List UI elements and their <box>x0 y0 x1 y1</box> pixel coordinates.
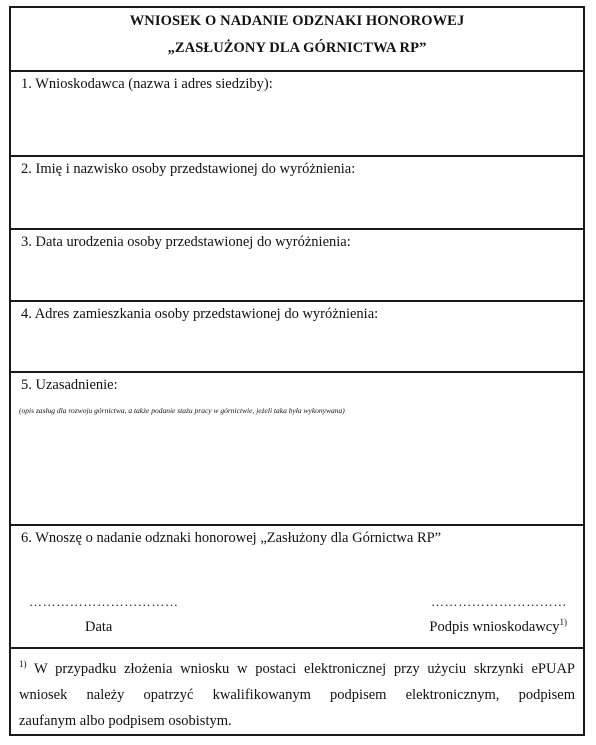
footnote-section <box>11 649 583 734</box>
address-field[interactable] <box>11 302 583 373</box>
form-title-section <box>11 8 583 72</box>
applicant-signature-line[interactable]: ………………………… <box>431 594 567 609</box>
form-title-line-2: „ZASŁUŻONY DLA GÓRNICTWA RP” <box>167 40 427 56</box>
candidate-name-field[interactable] <box>11 157 583 230</box>
request-section <box>11 526 583 649</box>
applicant-label: 1. Wnioskodawca (nazwa i adres siedziby): <box>21 76 273 92</box>
footnote-line-2: wniosek należy opatrzyć kwalifikowanym podpisem elektronicznym, podpisem <box>19 687 575 703</box>
footnote-line-3: zaufanym albo podpisem osobistym. <box>19 713 232 729</box>
signature-label-text: Podpis wnioskodawcy <box>429 619 560 635</box>
footnote-text <box>19 656 575 734</box>
candidate-name-label: 2. Imię i nazwisko osoby przedstawionej do wyróżnienia: <box>21 161 356 177</box>
justification-label: 5. Uzasadnienie: <box>21 377 118 393</box>
form-title-line-1: WNIOSEK O NADANIE ODZNAKI HONOROWEJ <box>129 13 465 29</box>
request-label: 6. Wnoszę o nadanie odznaki honorowej „Zasłużony dla Górnictwa RP” <box>21 530 442 546</box>
birth-date-field[interactable] <box>11 230 583 302</box>
address-label: 4. Adres zamieszkania osoby przedstawionej do wyróżnienia: <box>21 306 379 322</box>
footnote-line-1-text: W przypadku złożenia wniosku w postaci elektronicznej przy użyciu skrzynki ePUAP <box>26 661 575 677</box>
signature-label <box>429 619 567 636</box>
date-label: Data <box>85 619 113 635</box>
applicant-field[interactable] <box>11 72 583 157</box>
birth-date-label: 3. Data urodzenia osoby przedstawionej do wyróżnienia: <box>21 234 351 250</box>
footnote-marker: 1) <box>19 659 27 670</box>
footnote-line-1 <box>19 656 575 682</box>
application-form <box>9 6 585 736</box>
signature-footnote-marker: 1) <box>559 617 567 628</box>
justification-field[interactable] <box>11 373 583 526</box>
justification-hint: (opis zasług dla rozwoju górnictwa, a także podanie stażu pracy w górnictwie, jeżeli taka była wykonywana) <box>19 406 345 415</box>
date-signature-line[interactable]: …………………………… <box>29 594 179 609</box>
